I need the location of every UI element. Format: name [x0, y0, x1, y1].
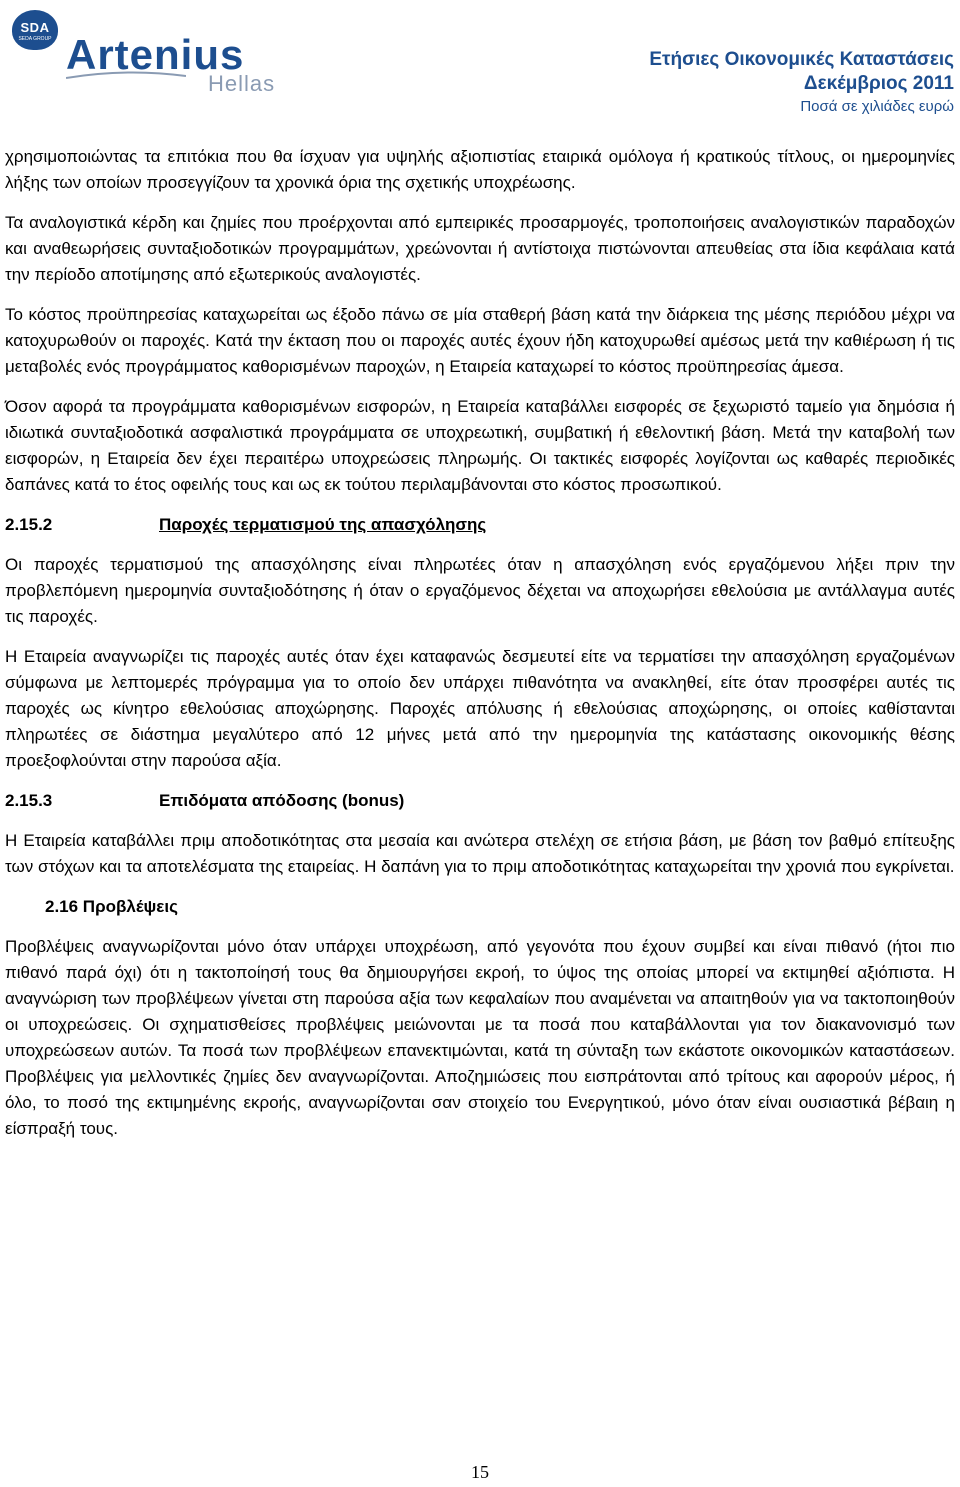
paragraph: χρησιμοποιώντας τα επιτόκια που θα ίσχυαν για υψηλής αξιοπιστίας εταιρικά ομόλογα ή κρατικούς τίτλους, οι ημερομηνίες λήξης των οποίων προσεγγίζουν τα χρονικά όρια της σχετικής υποχρέωσης.	[5, 147, 955, 192]
brand-subname: Hellas	[208, 71, 276, 96]
paragraph: Η Εταιρεία καταβάλλει πριμ αποδοτικότητας στα μεσαία και ανώτερα στελέχη σε ετήσια βάση, με βάση τον βαθμό επίτευξης των στόχων και τα αποτελέσματα της εταιρείας. Η δαπάνη για το πριμ αποδοτικότητας καταχωρείται την χρονιά που εγκρίνεται.	[5, 831, 955, 876]
page-number: 15	[471, 1462, 489, 1482]
company-logo	[8, 6, 298, 96]
badge-subtext: SEDA GROUP	[18, 36, 52, 42]
brand-swoosh-icon	[66, 70, 186, 80]
paragraph: Οι παροχές τερματισμού της απασχόλησης είναι πληρωτέες όταν η απασχόληση ενός εργαζόμενου λήξει πριν την προβλεπόμενη ημερομηνία συνταξιοδότησης ή όταν ο εργαζόμενος δέχεται να αποχωρήσει εθελούσια με αντάλλαγμα αυτές τις παροχές.	[5, 555, 955, 626]
report-header-info	[649, 48, 954, 118]
paragraph: Όσον αφορά τα προγράμματα καθορισμένων εισφορών, η Εταιρεία καταβάλλει εισφορές σε ξεχωριστό ταμείο για δημόσια ή ιδιωτικά συνταξιοδοτικά ασφαλιστικά προγράμματα σε υποχρεωτική, συμβατική ή εθελοντική βάση. Μετά την καταβολή των εισφορών, η Εταιρεία δεν έχει περαιτέρω υποχρεώσεις πληρωμής. Οι τακτικές εισφορές λογίζονται ως καθαρές περιοδικές δαπάνες κατά το έτος οφειλής τους και ως εκ τούτου περιλαμβάνονται στο κόστος προσωπικού.	[5, 397, 955, 494]
report-title: Ετήσιες Οικονομικές Καταστάσεις	[649, 49, 954, 70]
paragraph: Το κόστος προϋπηρεσίας καταχωρείται ως έξοδο πάνω σε μία σταθερή βάση κατά την διάρκεια της μέσης περιόδου μέχρι να κατοχυρωθούν οι παροχές. Κατά την έκταση που οι παροχές αυτές έχουν ήδη κατοχυρωθεί αμέσως μετά την καθιέρωση ή τις μεταβολές ενός προγράμματος καθορισμένων παροχών, η Εταιρεία καταχωρεί το κόστος προϋπηρεσίας άμεσα.	[5, 305, 955, 376]
report-units: Ποσά σε χιλιάδες ευρώ	[800, 98, 954, 115]
document-body	[5, 144, 955, 1156]
section-heading-2-16: 2.16 Προβλέψεις	[45, 897, 178, 916]
badge-text: SDA	[20, 20, 50, 35]
brand-name: Artenius	[66, 31, 245, 78]
paragraph: Η Εταιρεία αναγνωρίζει τις παροχές αυτές όταν έχει καταφανώς δεσμευτεί είτε να τερματίσει την απασχόληση εργαζομένων σύμφωνα με λεπτομερές πρόγραμμα για το οποίο δεν υπάρχει πιθανότητα να ανακληθεί, είτε όταν προσφέρει αυτές τις παροχές ως κίνητρο εθελούσιας αποχώρησης. Παροχές απόλυσης ή εθελούσιας αποχώρησης, οι οποίες καθίστανται πληρωτέες σε διάστημα μεγαλύτερο από 12 μήνες μετά από την ημερομηνία της κατάστασης οικονομικής θέσης προεξοφλούνται στην παρούσα αξία.	[5, 647, 955, 770]
section-title: Παροχές τερματισμού της απασχόλησης	[159, 515, 487, 534]
report-date: Δεκέμβριος 2011	[803, 73, 954, 94]
section-heading-2-15-3	[5, 788, 955, 814]
seda-group-badge-icon	[12, 10, 58, 50]
section-heading-2-15-2	[5, 512, 955, 538]
section-number: 2.15.3	[5, 791, 53, 810]
section-number: 2.15.2	[5, 515, 53, 534]
page-header	[0, 0, 960, 130]
paragraph: Προβλέψεις αναγνωρίζονται μόνο όταν υπάρχει υποχρέωση, από γεγονότα που έχουν συμβεί και είναι πιθανό (ήτοι πιο πιθανό παρά όχι) ότι η τακτοποίησή τους θα δημιουργήσει εκροή, το ύψος της οποίας μπορεί να εκτιμηθεί αξιόπιστα. Η αναγνώριση των προβλέψεων γίνεται στη παρούσα αξία των κεφαλαίων που αναμένεται να απαιτηθούν για να τακτοποιηθούν οι υποχρεώσεις. Οι σχηματισθείσες προβλέψεις μειώνονται με τα ποσά που καταβάλλονται για τον διακανονισμό των υποχρεώσεων αυτών. Τα ποσά των προβλέψεων επανεκτιμώνται, κατά τη σύνταξη των εκάστοτε οικονομικών καταστάσεων. Προβλέψεις για μελλοντικές ζημίες δεν αναγνωρίζονται. Αποζημιώσεις που εισπράτονται από τρίτους και αφορούν μέρος, ή όλο, το ποσό της εκτιμημένης εκροής, αναγνωρίζονται σαν στοιχείο του Ενεργητικού, μόνο όταν είναι ουσιαστικά βέβαιη η είσπραξή τους.	[5, 937, 955, 1138]
paragraph: Τα αναλογιστικά κέρδη και ζημίες που προέρχονται από εμπειρικές προσαρμογές, τροποποιήσεις αναλογιστικών παραδοχών και αναθεωρήσεις συνταξιοδοτικών προγραμμάτων, χρεώνονται ή αντίστοιχα πιστώνονται απευθείας στα ίδια κεφάλαια κατά την περίοδο αποτίμησης από εξωτερικούς αναλογιστές.	[5, 213, 955, 284]
section-title: Επιδόματα απόδοσης (bonus)	[159, 791, 405, 810]
